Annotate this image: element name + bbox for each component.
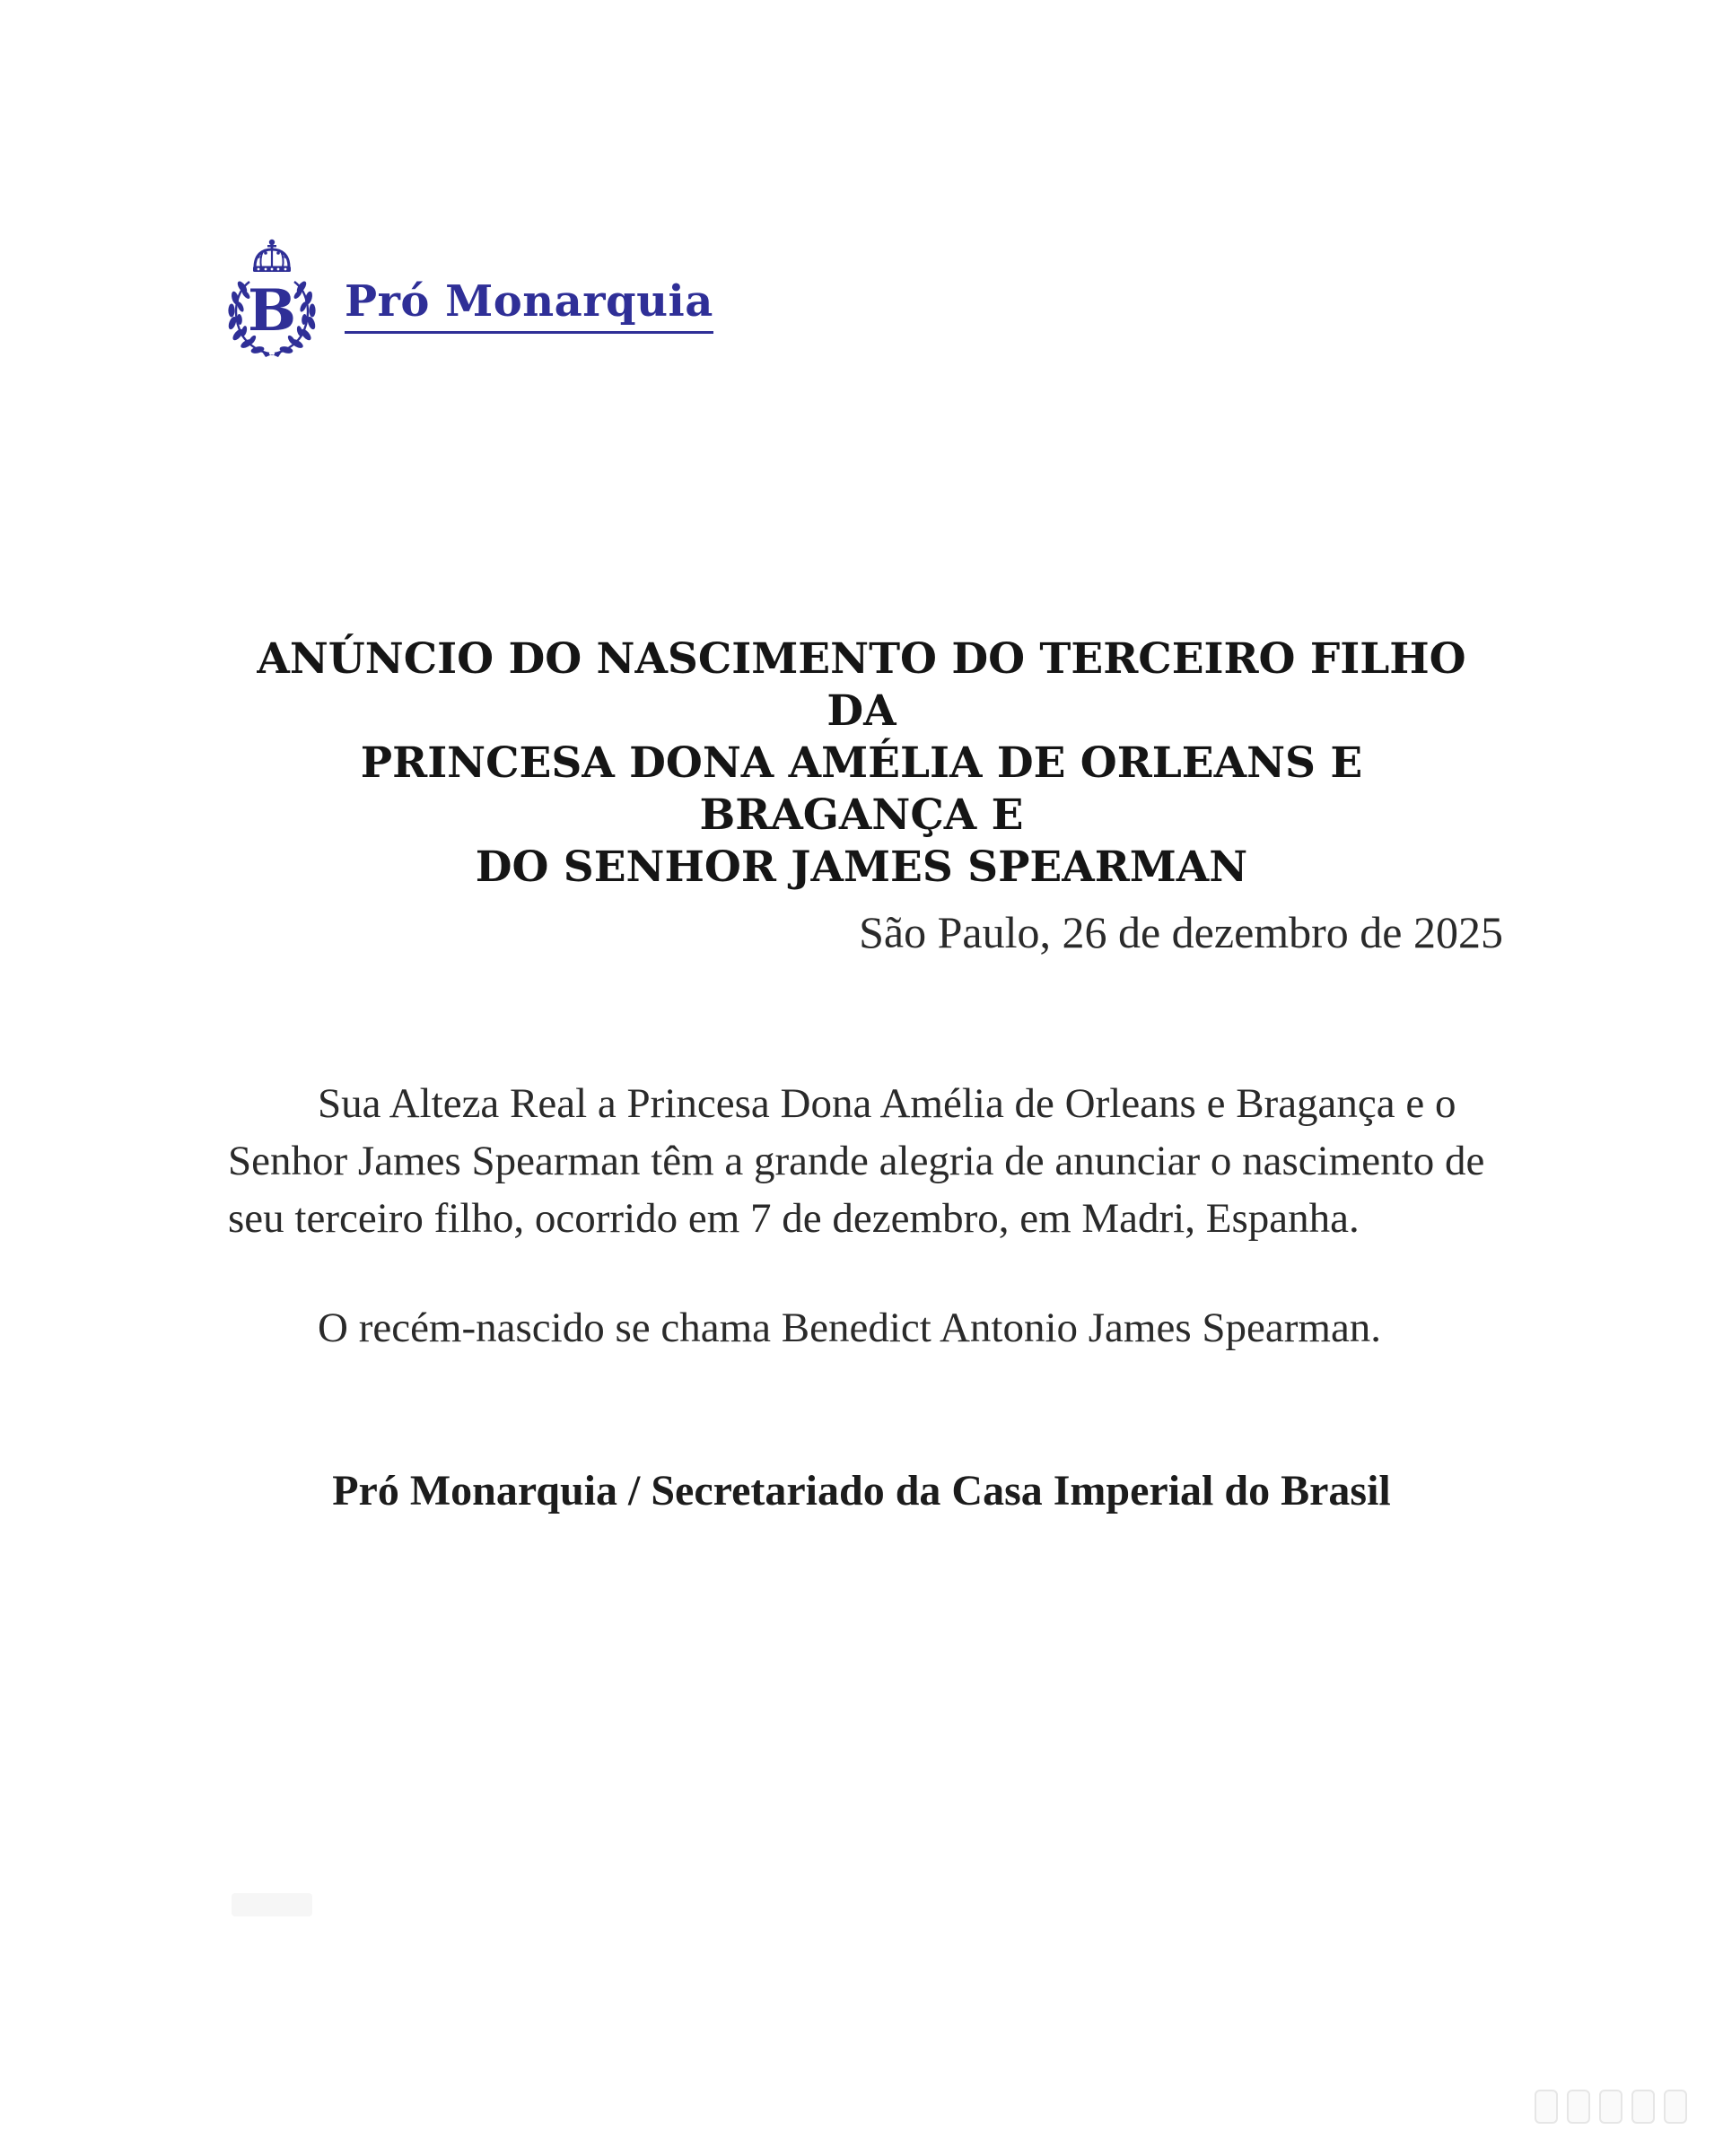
headline-line-2: PRINCESA DONA AMÉLIA DE ORLEANS E BRAGANÇA E [360,738,1363,840]
announcement-headline [233,633,1490,894]
logo-wordmark: Pró Monarquia [345,278,713,334]
body-paragraph-2: O recém-nascido se chama Benedict Antonio James Spearman. [318,1305,1382,1351]
page-indicator-dot [1599,2090,1622,2124]
page-indicator-dot [1664,2090,1687,2124]
pro-monarquia-logo [223,235,713,361]
page-indicator-dot [1631,2090,1655,2124]
signature-line: Pró Monarquia / Secretariado da Casa Imperial do Brasil [332,1467,1391,1514]
headline-line-1: ANÚNCIO DO NASCIMENTO DO TERCEIRO FILHO DA [257,634,1466,736]
headline-line-3: DO SENHOR JAMES SPEARMAN [475,842,1248,892]
crown-wreath-emblem-icon [223,237,321,359]
logo-monogram: B [247,277,297,345]
dateline: São Paulo, 26 de dezembro de 2025 [859,907,1503,957]
logo-text-wrap [345,262,713,334]
faint-watermark-mark [232,1893,312,1916]
page-indicator-dot [1567,2090,1590,2124]
body-paragraph-1: Sua Alteza Real a Princesa Dona Amélia de Orleans e Bragança e o Senhor James Spearman têm a grande alegria de anunciar o nascimento de seu terceiro filho, ocorrido em 7 de dezembro, em Madri, Espanha. [228,1080,1485,1242]
page-indicator-dot [1535,2090,1558,2124]
page-indicator [1535,2090,1687,2124]
